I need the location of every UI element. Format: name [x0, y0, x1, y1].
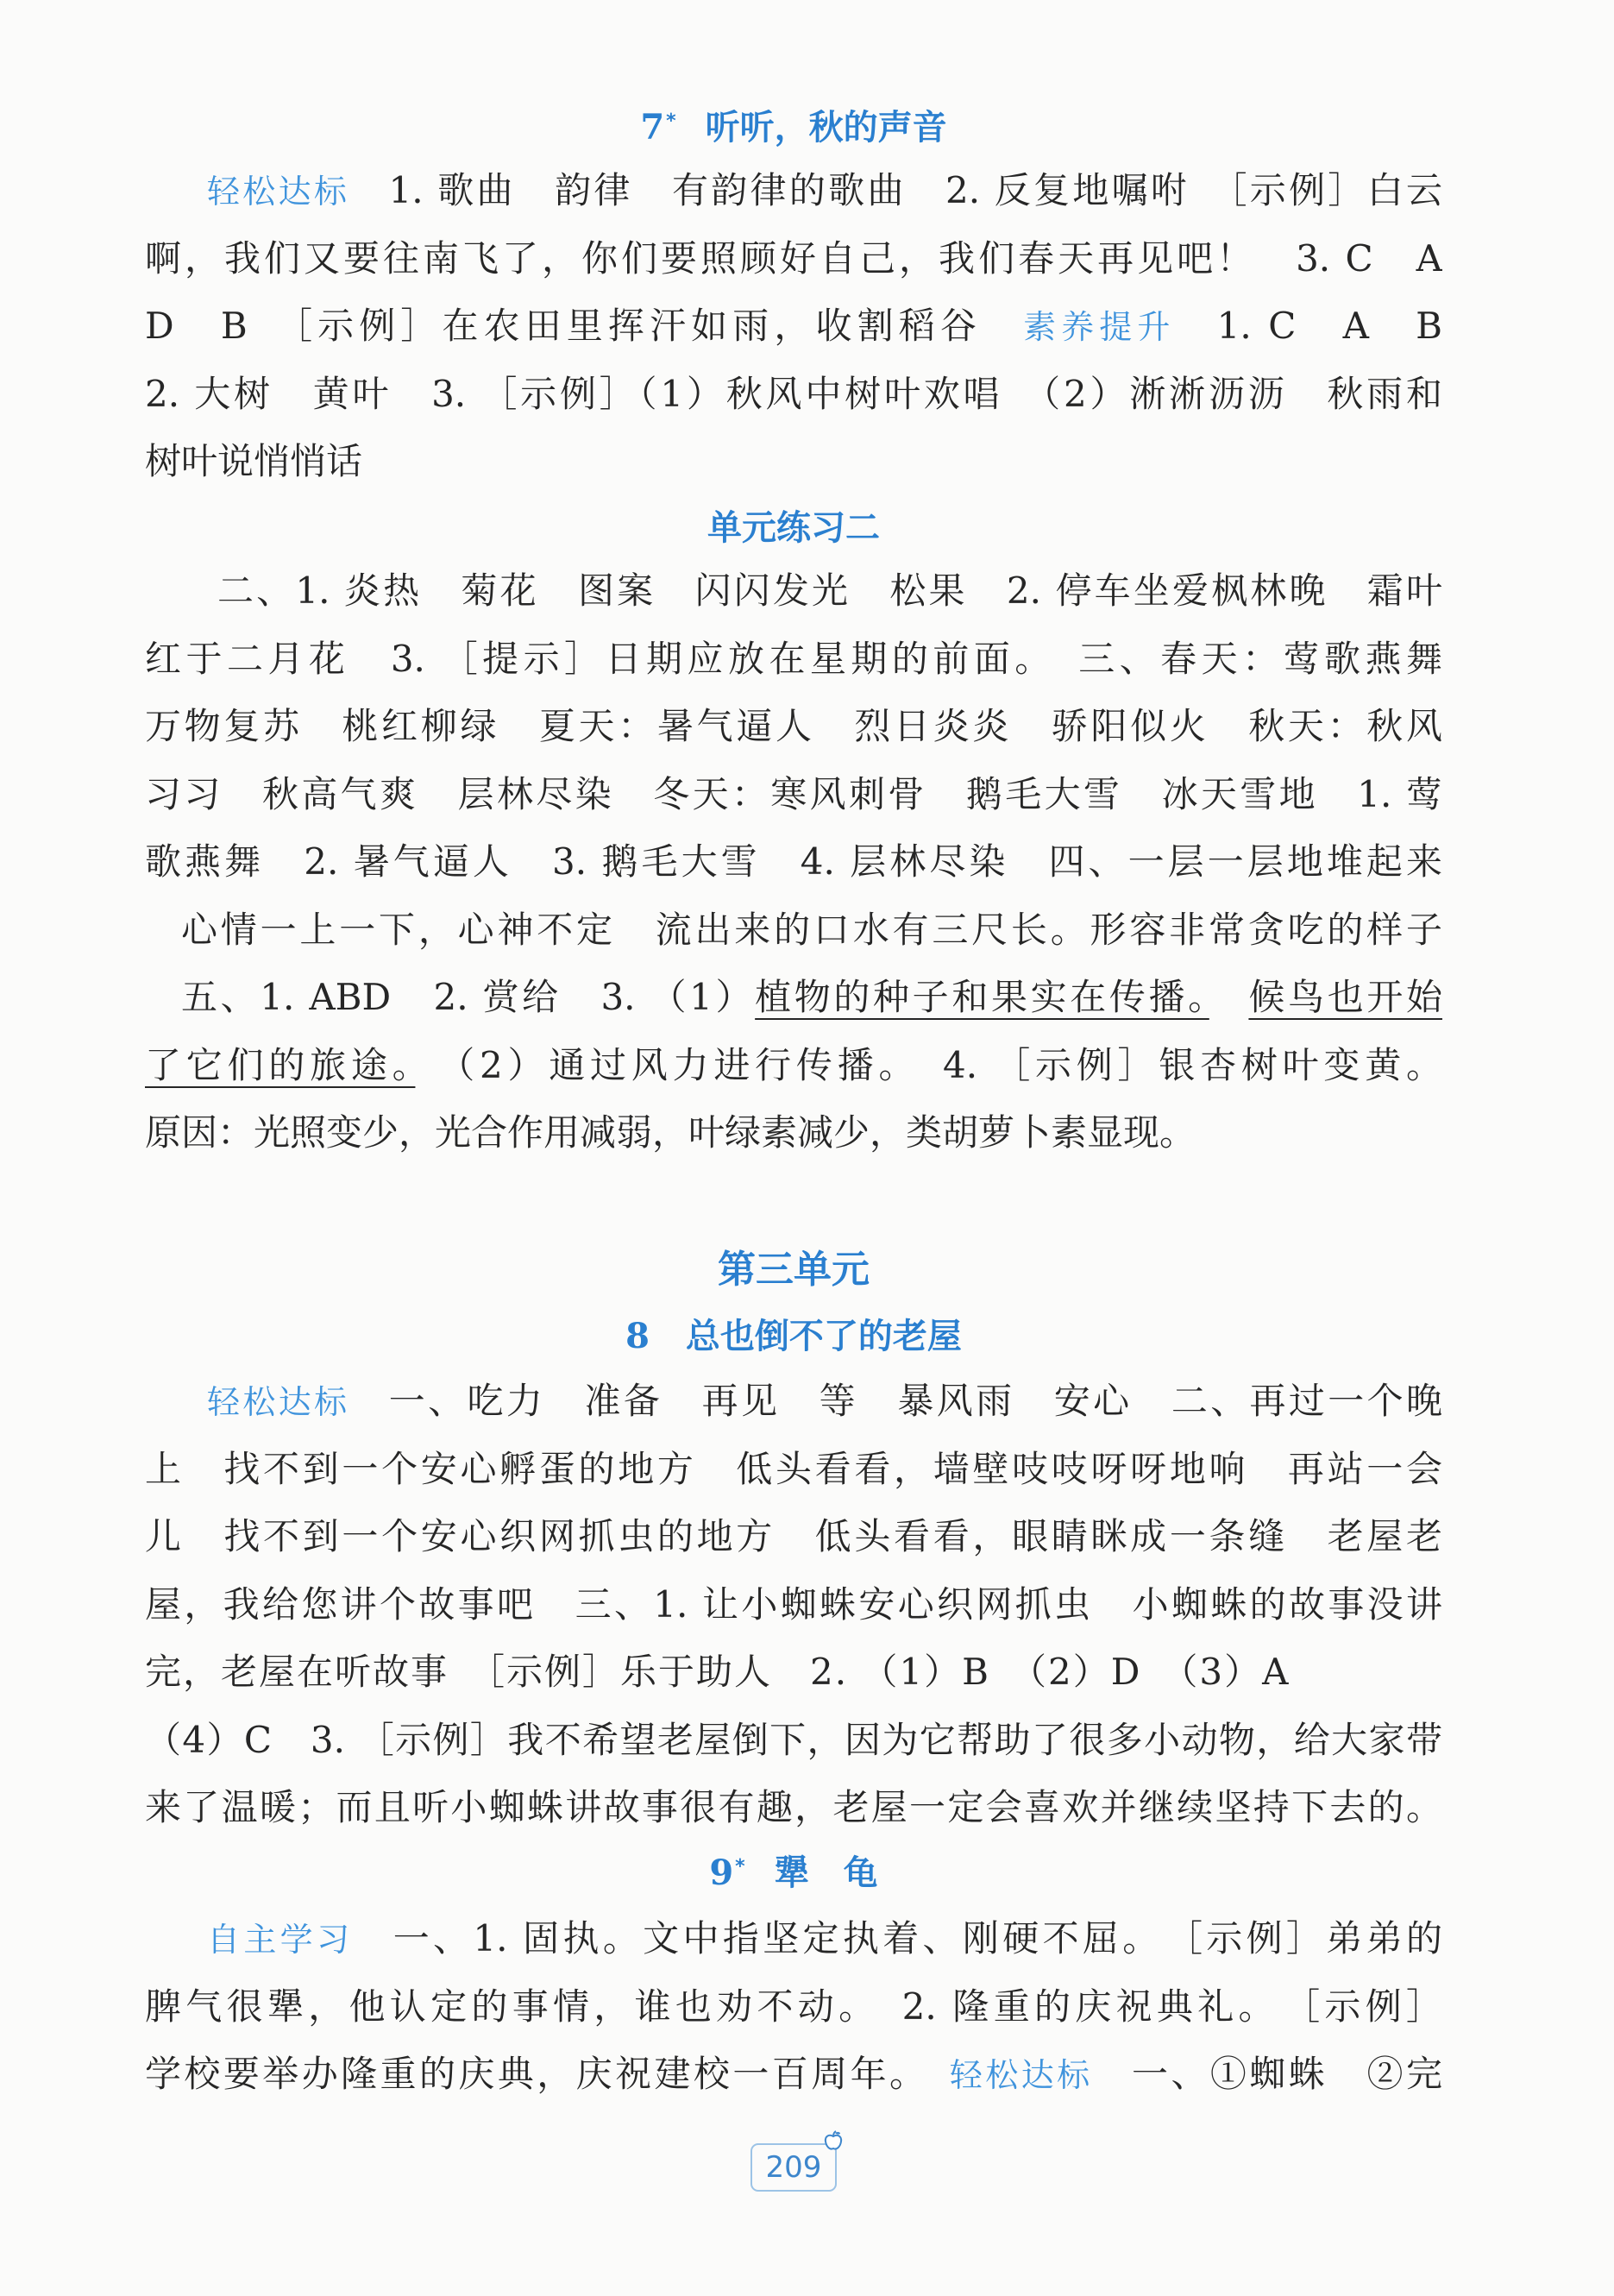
answer-line — [145, 626, 1442, 694]
answer-line — [145, 1571, 1442, 1639]
answer-line — [145, 896, 1442, 965]
answer-line — [145, 2041, 1442, 2109]
text-run: 五、1. ABD 2. 赏给 3. （1） — [181, 976, 756, 1018]
answer-line — [145, 361, 1442, 429]
text-run: 歌燕舞 2. 暑气逼人 3. 鹅毛大雪 4. 层林尽染 四、一层一层地堆起来 — [145, 840, 1442, 883]
exercise-title-text: 单元练习二 — [707, 508, 880, 548]
lesson-number: 7 — [640, 107, 665, 148]
answer-paragraph — [145, 1368, 1442, 1842]
text-run: D B ［示例］在农田里挥汗如雨，收割稻谷 — [145, 305, 1024, 347]
text-run: 一、吃力 准备 再见 等 暴风雨 安心 二、再过一个晚 — [349, 1380, 1442, 1422]
text-run — [1209, 976, 1249, 1018]
answer-line — [145, 1099, 1442, 1167]
text-run: 儿 找不到一个安心织网抓虫的地方 低头看看，眼睛眯成一条缝 老屋老 — [145, 1515, 1442, 1557]
answer-line — [145, 693, 1442, 761]
section-label: 轻松达标 — [949, 2056, 1093, 2094]
answer-paragraph — [145, 157, 1442, 496]
answer-paragraph — [145, 1905, 1442, 2109]
underlined-answer: 植物的种子和果实在传播。 — [755, 976, 1209, 1018]
text-run: 上 找不到一个安心孵蛋的地方 低头看看，墙壁吱吱呀呀地响 再站一会 — [145, 1447, 1442, 1490]
text-run: （2）通过风力进行传播。 4. ［示例］银杏树叶变黄。 — [415, 1043, 1442, 1086]
text-run: 学校要举办隆重的庆典，庆祝建校一百周年。 — [145, 2053, 950, 2095]
section-label: 轻松达标 — [207, 1383, 350, 1421]
exercise-title — [145, 502, 1442, 554]
optional-lesson-mark: * — [666, 110, 676, 132]
answer-paragraph — [145, 557, 1442, 1167]
section-label: 自主学习 — [207, 1921, 354, 1959]
text-run: 脾气很犟，他认定的事情，谁也劝不动。 2. 隆重的庆祝典礼。 ［示例］ — [145, 1985, 1442, 2028]
text-run: 二、1. 炎热 菊花 图案 闪闪发光 松果 2. 停车坐爱枫林晚 霜叶 — [217, 569, 1442, 612]
text-run: 1. C A B — [1175, 305, 1442, 347]
text-run: 万物复苏 桃红柳绿 夏天：暑气逼人 烈日炎炎 骄阳似火 秋天：秋风 — [145, 705, 1442, 747]
text-run: 一、①蜘蛛 ②完 — [1092, 2053, 1442, 2095]
answer-line — [145, 1973, 1442, 2041]
text-run: 红于二月花 3. ［提示］日期应放在星期的前面。 三、春天：莺歌燕舞 — [145, 637, 1442, 680]
answer-line — [145, 157, 1442, 225]
answer-line — [145, 225, 1442, 293]
answer-line — [145, 828, 1442, 896]
text-run: （4）C 3. ［示例］我不希望老屋倒下，因为它帮助了很多小动物，给大家带 — [145, 1718, 1442, 1761]
lesson-title — [145, 1847, 1442, 1899]
text-run: 完，老屋在听故事 ［示例］乐于助人 2. （1）B （2）D （3）A — [145, 1651, 1291, 1693]
answer-line — [145, 1503, 1442, 1571]
apple-icon — [823, 2129, 844, 2152]
page-number-badge — [750, 2143, 837, 2192]
answer-line — [145, 428, 1442, 496]
lesson-title — [145, 102, 1442, 154]
text-run: 2. 大树 黄叶 3. ［示例］（1）秋风中树叶欢唱 （2）淅淅沥沥 秋雨和 — [145, 372, 1442, 415]
section-label: 素养提升 — [1023, 308, 1176, 346]
unit-title — [145, 1244, 1442, 1296]
text-run: 心情一上一下，心神不定 流出来的口水有三尺长。形容非常贪吃的样子 — [181, 908, 1442, 951]
text-run: 来了温暖；而且听小蜘蛛讲故事很有趣，老屋一定会喜欢并继续坚持下去的。 — [145, 1786, 1442, 1828]
optional-lesson-mark: * — [735, 1856, 745, 1878]
text-run: 树叶说悄悄话 — [145, 440, 363, 482]
lesson-number: 8 — [625, 1316, 650, 1356]
answer-line — [145, 557, 1442, 626]
answer-line — [145, 1032, 1442, 1100]
answer-line — [145, 1639, 1442, 1707]
section-label: 轻松达标 — [207, 173, 350, 211]
text-run: 1. 歌曲 韵律 有韵律的歌曲 2. 反复地嘱咐 ［示例］白云 — [349, 169, 1442, 211]
answer-line — [145, 964, 1442, 1032]
text-run: 一、1. 固执。文中指坚定执着、刚硬不屈。 ［示例］弟弟的 — [353, 1917, 1442, 1959]
text-run: 啊，我们又要往南飞了，你们要照顾好自己，我们春天再见吧！ 3. C A — [145, 236, 1442, 280]
text-run: 屋，我给您讲个故事吧 三、1. 让小蜘蛛安心织网抓虫 小蜘蛛的故事没讲 — [145, 1582, 1442, 1626]
text-run: 原因：光照变少，光合作用减弱，叶绿素减少，类胡萝卜素显现。 — [145, 1111, 1196, 1154]
answer-line — [145, 1774, 1442, 1842]
answer-line — [145, 1707, 1442, 1775]
lesson-title-text: 听听，秋的声音 — [705, 108, 947, 148]
lesson-number: 9 — [709, 1853, 734, 1893]
lesson-title-text: 总也倒不了的老屋 — [685, 1317, 962, 1356]
answer-line — [145, 1905, 1442, 1973]
page-number: 209 — [765, 2150, 822, 2185]
text-run: 习习 秋高气爽 层林尽染 冬天：寒风刺骨 鹅毛大雪 冰天雪地 1. 莺 — [145, 772, 1442, 815]
unit-title-text: 第三单元 — [718, 1248, 870, 1292]
answer-line — [145, 293, 1442, 361]
underlined-answer: 了它们的旅途。 — [145, 1043, 416, 1086]
answer-line — [145, 761, 1442, 829]
answer-line — [145, 1368, 1442, 1436]
underlined-answer: 候鸟也开始 — [1248, 976, 1442, 1018]
lesson-title — [145, 1311, 1442, 1362]
lesson-title-text: 犟 龟 — [774, 1853, 878, 1893]
answer-line — [145, 1436, 1442, 1504]
